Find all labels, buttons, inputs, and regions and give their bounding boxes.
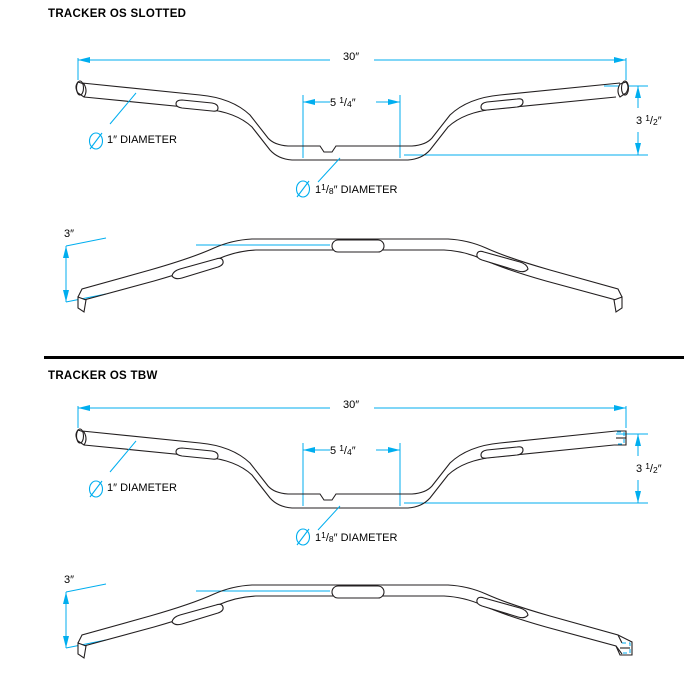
handlebar-top-view-tbw bbox=[78, 585, 632, 658]
rise-suffix: ″ bbox=[657, 114, 662, 127]
rise-den-tbw: 2 bbox=[652, 464, 658, 475]
label-rise-height-slotted: 3 $^1$/2″ bbox=[636, 113, 662, 127]
label-grip-diameter-tbw: 1″ DIAMETER bbox=[107, 482, 177, 494]
handlebar-front-view-slotted bbox=[76, 81, 629, 160]
label-center-clamp-slotted: 5 $^1$/4″ bbox=[330, 95, 356, 109]
clamp-suffix: ″ bbox=[351, 96, 356, 109]
dia118-den-tbw: 8 bbox=[328, 533, 334, 544]
clamp-num-tbw: 1 bbox=[339, 443, 344, 453]
label-center-clamp-tbw: 5 $^1$/4″ bbox=[330, 443, 356, 457]
clamp-den: 4 bbox=[346, 98, 352, 109]
clamp-suffix-tbw: ″ bbox=[351, 444, 356, 457]
dia118-num-tbw: 1 bbox=[321, 530, 326, 540]
rise-whole: 3 bbox=[636, 114, 646, 127]
rise-num: 1 bbox=[645, 113, 650, 123]
label-overall-width-slotted: 30″ bbox=[343, 51, 360, 63]
clamp-whole-tbw: 5 bbox=[330, 444, 340, 457]
section-title-slotted: TRACKER OS SLOTTED bbox=[48, 8, 187, 20]
clamp-num: 1 bbox=[339, 95, 344, 105]
handlebar-front-view-tbw bbox=[76, 429, 626, 508]
dia118-suffix: ″ DIAMETER bbox=[333, 183, 398, 196]
label-clamp-diameter-slotted: $1^1/8''$ DIAMETER bbox=[315, 182, 398, 196]
dim-rise-height-tbw bbox=[404, 434, 648, 503]
rise-whole-tbw: 3 bbox=[636, 462, 646, 475]
dim-rise-height-slotted bbox=[404, 86, 648, 155]
handlebar-top-view-slotted bbox=[78, 239, 622, 312]
dia118-whole: 1 bbox=[315, 183, 322, 196]
clamp-whole: 5 bbox=[330, 96, 340, 109]
clamp-den-tbw: 4 bbox=[346, 446, 352, 457]
dia118-whole-tbw: 1 bbox=[315, 531, 322, 544]
section-title-tbw: TRACKER OS TBW bbox=[48, 370, 158, 382]
label-grip-diameter-slotted: 1″ DIAMETER bbox=[107, 134, 177, 146]
label-overall-width-tbw: 30″ bbox=[343, 399, 360, 411]
section-tracker-os-tbw bbox=[0, 352, 700, 700]
label-pullback-tbw: 3″ bbox=[64, 574, 75, 586]
label-rise-height-tbw: 3 $^1$/2″ bbox=[636, 461, 662, 475]
dia118-den: 8 bbox=[328, 185, 334, 196]
rise-suffix-tbw: ″ bbox=[657, 462, 662, 475]
rise-num-tbw: 1 bbox=[645, 461, 650, 471]
dia118-suffix-tbw: ″ DIAMETER bbox=[333, 531, 398, 544]
dia118-num: 1 bbox=[321, 182, 326, 192]
label-pullback-slotted: 3″ bbox=[64, 228, 75, 240]
rise-den: 2 bbox=[652, 116, 658, 127]
label-clamp-diameter-tbw: $1^1/8''$ DIAMETER bbox=[315, 530, 398, 544]
